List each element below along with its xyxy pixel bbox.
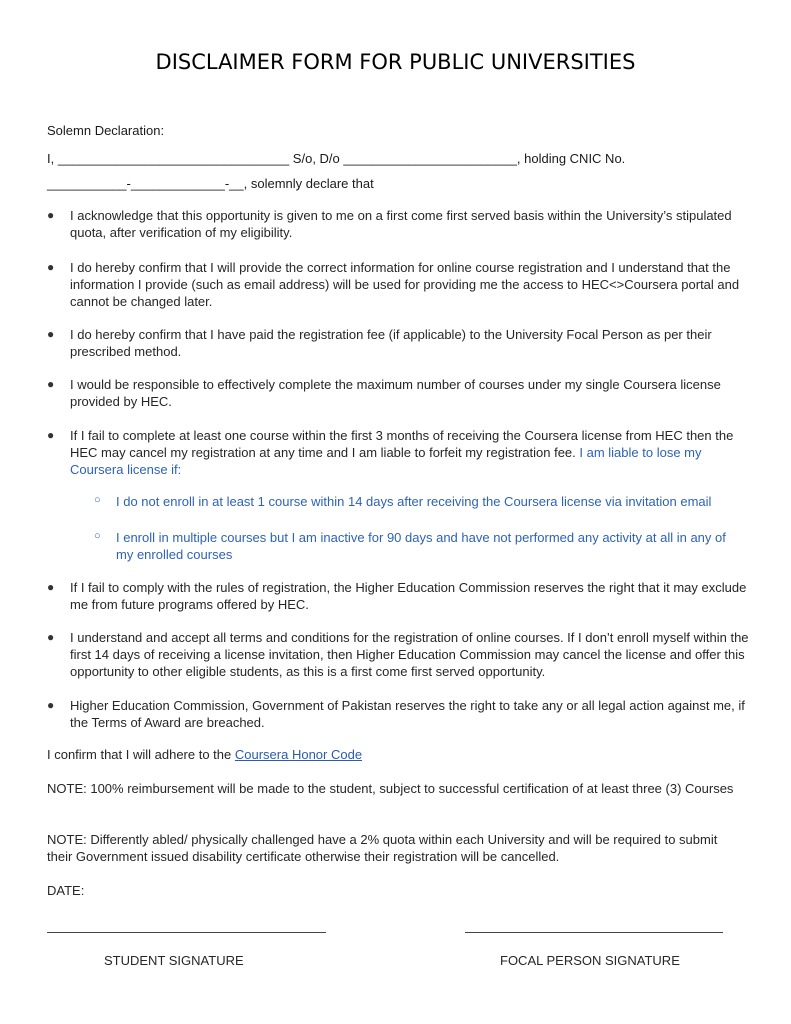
coursera-honor-code-link[interactable]: Coursera Honor Code: [234, 747, 363, 762]
cancellation-text: If I fail to complete at least one course within the first 3 months of receiving the Coursera license from HEC then the HEC may cancel my registration at any time and I am liable to forfeit my registration fee.: [70, 428, 734, 460]
page-title: DISCLAIMER FORM FOR PUBLIC UNIVERSITIES: [155, 50, 636, 74]
sub-bullet-marker: ○: [94, 494, 101, 506]
bullet-item-information: I do hereby confirm that I will provide the correct information for online course registration and I understand that the information I provide (such as email address) will be used for providing me the access to HEC<>Coursera portal and cannot be changed later.: [70, 260, 740, 309]
declaration-name-line: I, ________________________________ S/o, D/o ________________________, holding CNIC No.: [47, 151, 626, 166]
declaration-heading: Solemn Declaration:: [47, 123, 165, 138]
bullet-marker: ●: [47, 377, 55, 391]
cancellation-blue-text: I am liable to lose my Coursera license if:: [70, 445, 702, 477]
sub-bullet-item-enroll: I do not enroll in at least 1 course within 14 days after receiving the Coursera license via invitation email: [116, 494, 712, 509]
honor-code-line: [47, 746, 362, 763]
sub-bullet-marker: ○: [94, 530, 101, 542]
focal-signature-line: [465, 932, 723, 933]
bullet-marker: ●: [47, 208, 55, 222]
declaration-cnic-line: ___________-_____________-__, solemnly declare that: [47, 176, 374, 191]
bullet-item-rules: If I fail to comply with the rules of registration, the Higher Education Commission reserves the right that it may exclude me from future programs offered by HEC.: [70, 580, 747, 612]
bullet-item-cancellation: [70, 427, 750, 478]
bullet-item-fee: I do hereby confirm that I have paid the registration fee (if applicable) to the University Focal Person as per their prescribed method.: [70, 327, 712, 359]
bullet-item-eligibility: I acknowledge that this opportunity is given to me on a first come first served basis within the University’s stipulated quota, after verification of my eligibility.: [70, 208, 732, 240]
bullet-marker: ●: [47, 630, 55, 644]
bullet-marker: ●: [47, 428, 55, 442]
bullet-marker: ●: [47, 327, 55, 341]
bullet-marker: ●: [47, 580, 55, 594]
honor-code-prefix: I confirm that I will adhere to the: [47, 747, 235, 762]
bullet-item-terms: I understand and accept all terms and conditions for the registration of online courses. If I don’t enroll myself within the first 14 days of receiving a license invitation, then Higher Education Commission may cancel the license and offer this opportunity to other eligible students, as this is a first come first served opportunity.: [70, 630, 749, 679]
student-signature-label: STUDENT SIGNATURE: [104, 953, 244, 968]
sub-bullet-item-inactive: I enroll in multiple courses but I am inactive for 90 days and have not performed any activity at all in any of my enrolled courses: [116, 530, 726, 562]
focal-person-signature-label: FOCAL PERSON SIGNATURE: [500, 953, 680, 968]
bullet-marker: ●: [47, 260, 55, 274]
student-signature-line: [47, 932, 326, 933]
date-label: DATE:: [47, 883, 85, 898]
bullet-item-responsibility: I would be responsible to effectively complete the maximum number of courses under my single Coursera license provided by HEC.: [70, 377, 721, 409]
bullet-item-legal: Higher Education Commission, Government of Pakistan reserves the right to take any or all legal action against me, if the Terms of Award are breached.: [70, 698, 745, 730]
bullet-marker: ●: [47, 698, 55, 712]
note-disability-quota: NOTE: Differently abled/ physically challenged have a 2% quota within each University and will be required to submit their Government issued disability certificate otherwise their registration will be cancelled.: [47, 832, 718, 864]
note-reimbursement: NOTE: 100% reimbursement will be made to the student, subject to successful certification of at least three (3) Courses: [47, 781, 734, 796]
